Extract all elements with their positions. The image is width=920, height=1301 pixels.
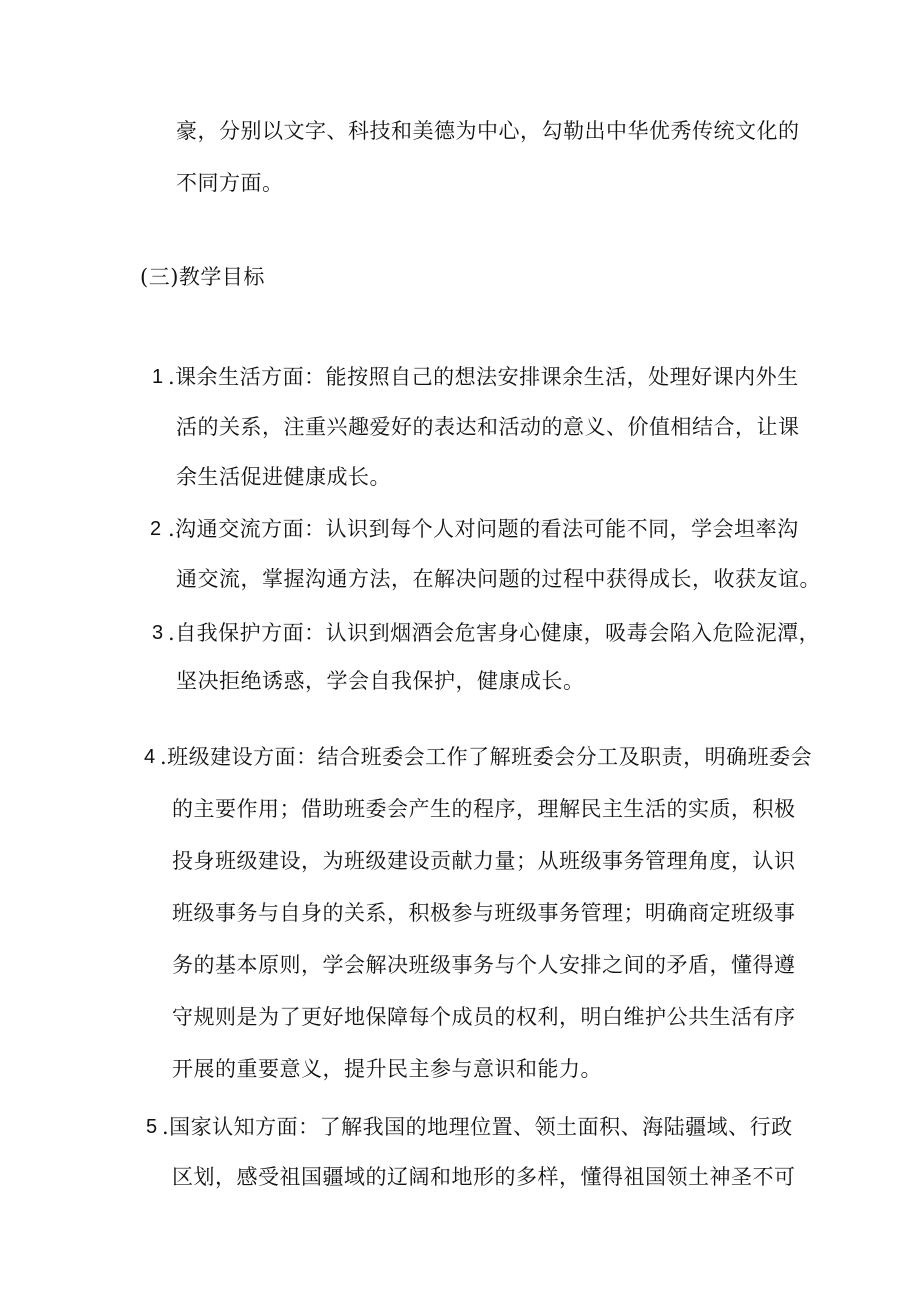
list-item-line: .班级建设方面：结合班委会工作了解班委会分工及职责，明确班委会 (160, 745, 813, 769)
list-item-line: 投身班级建设，为班级建设贡献力量；从班级事务管理角度，认识 (172, 849, 796, 873)
list-item-number: 2 (150, 518, 162, 540)
list-item-number: 3 (152, 622, 164, 644)
list-item-line: 通交流，掌握沟通方法，在解决问题的过程中获得成长，收获友谊。 (176, 567, 821, 591)
list-item-line: .课余生活方面：能按照自己的想法安排课余生活，处理好课内外生 (168, 365, 799, 389)
list-item-line: .国家认知方面：了解我国的地理位置、领土面积、海陆疆域、行政 (162, 1115, 793, 1139)
list-item-number: 4 (144, 746, 156, 768)
list-item-line: 区划，感受祖国疆域的辽阔和地形的多样，懂得祖国领土神圣不可 (172, 1165, 796, 1189)
intro-line: 不同方面。 (176, 171, 284, 195)
list-item-line: 活的关系，注重兴趣爱好的表达和活动的意义、价值相结合，让课 (176, 415, 800, 439)
intro-line: 豪，分别以文字、科技和美德为中心，勾勒出中华优秀传统文化的 (176, 119, 800, 143)
list-item-line: 余生活促进健康成长。 (176, 465, 391, 489)
list-item-line: 开展的重要意义，提升民主参与意识和能力。 (172, 1057, 602, 1081)
list-item-line: .自我保护方面：认识到烟酒会危害身心健康，吸毒会陷入危险泥潭， (168, 621, 821, 645)
list-item-line: .沟通交流方面：认识到每个人对问题的看法可能不同，学会坦率沟 (168, 517, 799, 541)
list-item-line: 务的基本原则，学会解决班级事务与个人安排之间的矛盾，懂得遵 (172, 953, 796, 977)
list-item-line: 的主要作用；借助班委会产生的程序，理解民主生活的实质，积极 (172, 797, 796, 821)
list-item-number: 1 (152, 366, 164, 388)
list-item-number: 5 (146, 1116, 158, 1138)
list-item-line: 坚决拒绝诱惑，学会自我保护，健康成长。 (176, 669, 585, 693)
list-item-line: 班级事务与自身的关系，积极参与班级事务管理；明确商定班级事 (172, 901, 796, 925)
list-item-line: 守规则是为了更好地保障每个成员的权利，明白维护公共生活有序 (172, 1005, 796, 1029)
section-heading: (三)教学目标 (140, 265, 265, 289)
